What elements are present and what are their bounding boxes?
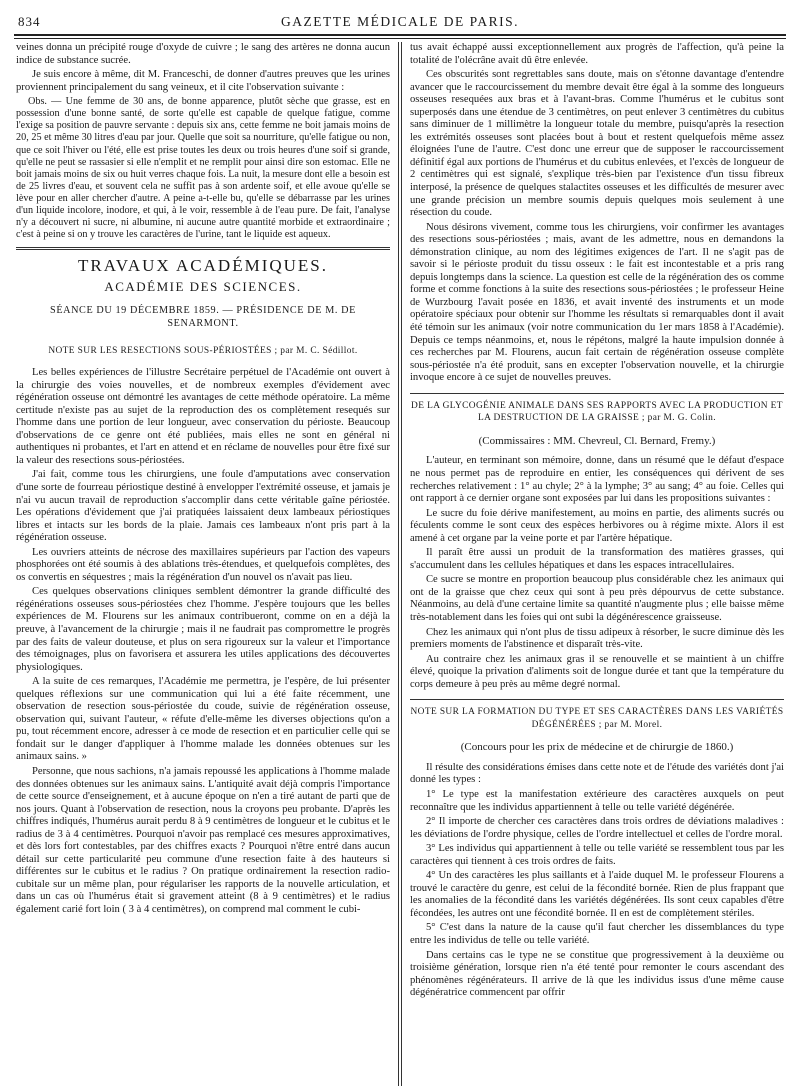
- paragraph: Je suis encore à même, dit M. Franceschi, de donner d'autres preuves que les urines proviennent principalement du sang veineux, et il cite l'observation suivante :: [16, 69, 390, 93]
- right-column: [402, 42, 786, 1086]
- paragraph: Les belles expériences de l'illustre Secrétaire perpétuel de l'Académie ont ouvert à la chirurgie des voies nouvelles, et de nombreux exemples d'évidement avec régénération osseuse ont démontré les avantages de cette méthode opératoire. La même certitude n'existe pas au sujet de la reproduction des os complètement resequés sur l'homme dans une portion de leur longueur, avec conservation du périoste. Beaucoup d'observations de ce genre ont été publiées, mais elles ne sont en général ni authentiques ni probantes, et l'art en attend et en réclame de nouvelles pour être fixé sur la valeur des resections sous-périostées.: [16, 367, 390, 466]
- left-column: [14, 42, 398, 1086]
- concours-line: (Concours pour les prix de médecine et de chirurgie de 1860.): [460, 741, 734, 754]
- newspaper-page: [14, 10, 786, 1086]
- header-rule: [14, 34, 786, 36]
- section-rule: [410, 393, 784, 394]
- paragraph: A la suite de ces remarques, l'Académie me permettra, je l'espère, de lui présenter quelques réflexions sur une communication qui lui a été faite récemment, une observation de resection sous-périostée du coude, suivie de régénération osseuse, observation qui, suivant l'auteur, « réfute d'elle-même les diverses objections qu'on a pu, tout récemment encore, adresser à ce mode de resection et en particulier celle qui se fondait sur le danger d'appliquer à l'homme malade les données obtenues sur les animaux sains. »: [16, 676, 390, 763]
- paragraph: Les ouvriers atteints de nécrose des maxillaires supérieurs par l'action des vapeurs phosphorées ont été soumis à des ablations très-étendues, et quelquefois complètes, des os convertis en séquestres ; mais la régénération d'un nouvel os n'avait pas lieu.: [16, 546, 390, 583]
- paragraph: 3° Les individus qui appartiennent à telle ou telle variété se ressemblent tous par les caractères qui tiennent à ces trois ordres de faits.: [409, 843, 784, 867]
- paragraph: Dans certains cas le type ne se constitue que progressivement à la deuxième ou troisième génération, lorsque rien n'a été tenté pour remonter le cours ascendant des phénomènes régénérateurs. Il arrive de là que les individus issus d'une même cause dégénératrice commencent par offrir: [409, 949, 784, 999]
- paragraph: L'auteur, en terminant son mémoire, donne, dans un résumé que le défaut d'espace ne nous permet pas de reproduire en entier, les conséquences qui dérivent de ses recherches relativement : 1° au chyle; 2° à la lymphe; 3° au sang; 4° au foie. Celles qui ont rapport à ce dernier organe sont exposées par lui dans les propositions suivantes :: [409, 455, 784, 505]
- paragraph: J'ai fait, comme tous les chirurgiens, une foule d'amputations avec conservation d'une sorte de fourreau périostique destiné à envelopper l'extrémité osseuse, et jamais je n'ai vu aucun travail de reproduction s'accomplir dans cette véritable gaîne périostée. Les opérations d'évidement que j'ai pratiquées laissaient deux lambeaux périostiques libres et intacts sur les bords de la plaie. Jamais ces lambeaux n'ont pris part à la régénération osseuse.: [16, 469, 390, 544]
- paragraph: Il paraît être aussi un produit de la transformation des matières grasses, qui s'accumulent dans les cellules hépatiques et dans les espaces intracellulaires.: [409, 547, 784, 571]
- paragraph: 4° Un des caractères les plus saillants et à l'aide duquel M. le professeur Flourens a trouvé le caractère du genre, est celui de la fécondité bornée. Rien de plus frappant que les anomalies de la fécondité dans les variétés dégénérées. Ils sont ceux capables d'être fécondées, les autres ont une fécondité bornée. Il en est de complètement stériles.: [409, 870, 784, 919]
- paragraph: Personne, que nous sachions, n'a jamais repoussé les applications à l'homme malade des données obtenues sur les animaux sains. L'antiquité avait déjà compris l'importance de cette source d'enseignement, et à aucune époque on n'en a tiré autant de parti que de nos jours. Quant à l'observation de resection, nous la croyons peu probante. D'après les chiffres indiqués, l'humérus aurait perdu 8 à 9 centimètres de longueur et le cubitus et le radius de 3 à 4 centimètres. Pourquoi n'avoir pas remplacé ces mesures approximatives, et dès lors fort contestables, par des chiffres exacts ? Pourquoi n'être entré dans aucun détail sur cette particularité peu commune d'une resection faite à des hauteurs si différentes sur le cubitus et le radius ? On pratique ordinairement la resection radio-cubitale sur un même plan, pour régulariser les rapports de la nouvelle articulation, et dans un cas où l'humérus était si gravement atteint (8 à 9 centimètres) et le radius également carié fort loin ( 3 à 4 centimètres), on comprend mal comment le cubi-: [16, 766, 390, 916]
- paragraph: 5° C'est dans la nature de la cause qu'il faut chercher les dissemblances du type entre les individus de telle ou telle variété.: [409, 922, 784, 946]
- commissaires-line: (Commissaires : MM. Chevreul, Cl. Bernard, Fremy.): [478, 434, 716, 447]
- page-number: 834: [18, 14, 41, 29]
- columns: [14, 42, 786, 1086]
- section-rule: [410, 699, 784, 700]
- paragraph: Chez les animaux qui n'ont plus de tissu adipeux à résorber, le sucre diminue dès les premiers moments de l'abstinence et disparaît très-vite.: [409, 626, 784, 651]
- note-title-sedillot: NOTE SUR LES RESECTIONS SOUS-PÉRIOSTÉES ; par M. C. Sédillot.: [48, 345, 358, 356]
- paragraph: Ce sucre se montre en proportion beaucoup plus considérable chez les animaux qui ont de la graisse que chez ceux qui sont à peu près dépourvus de cette substance. Néanmoins, au delà d'une certaine limite sa quantité n'augmente plus ; elle baisse même très-notablement dans les foies qui ont subi la dégénérescence graisseuse.: [409, 574, 784, 623]
- paragraph: Il résulte des considérations émises dans cette note et de l'étude des variétés dont j'ai donné les types :: [409, 761, 784, 786]
- header-rule-thin: [14, 38, 786, 39]
- note-title-colin: DE LA GLYCOGÉNIE ANIMALE DANS SES RAPPORTS AVEC LA PRODUCTION ET LA DESTRUCTION DE LA GRAISSE ; par M. G. Colin.: [411, 400, 783, 424]
- paragraph: 2° Il importe de chercher ces caractères dans trois ordres de déviations maladives : les déviations de l'ordre physique, celles de l'ordre intellectuel et celles de l'ordre moral.: [409, 816, 784, 840]
- note-title-morel: NOTE SUR LA FORMATION DU TYPE ET SES CARACTÈRES DANS LES VARIÉTÉS DÉGÉNÉRÉES ; par M. Morel.: [410, 707, 784, 730]
- section-rule: [16, 247, 390, 250]
- paragraph: Le sucre du foie dérive manifestement, au moins en partie, des aliments sucrés ou féculents comme le sont ceux des espèces herbivores ou à régime mixte. Alors il est amené à cet organe par la veine porte et par l'artère hépatique.: [409, 507, 784, 544]
- session-heading: SÉANCE DU 19 DÉCEMBRE 1859. — PRÉSIDENCE DE M. DE SENARMONT.: [50, 305, 356, 329]
- paragraph: veines donna un précipité rouge d'oxyde de cuivre ; le sang des artères ne donna aucun indice de substance sucrée.: [16, 42, 390, 66]
- observation-text: Obs. — Une femme de 30 ans, de bonne apparence, plutôt sèche que grasse, est en possession d'une bonne santé, de sorte qu'elle est capable de quelque fatigue, comme l'exige sa position de pauvre servante : depuis six ans, cette femme ne boit jamais moins de 20, 25 et même 30 litres d'eau par jour. Quelle que soit sa nourriture, qu'elle fatigue ou non, que ce soit l'hiver ou l'été, elle est prise toutes les deux ou trois heures d'une soif si grande, qu'elle ne peut se rassasier si elle n'emplit et ne remplit pour ainsi dire son estomac. Elle ne boit jamais moins de six ou huit verres chaque fois. La nuit, la mesure dont elle a besoin est de 25 livres d'eau, et souvent cela ne suffit pas à son ardente soif, et elle avoue qu'elle se lève pour en aller chercher d'autre. A peine a-t-elle bu, qu'elle se débarrasse par les urines d'un liquide incolore, inodore, et qui, à le voir, ressemble à de l'eau pure. De fait, l'analyse n'y a découvert ni sucre, ni albumine, ni aucune autre quantité morbide et extraordinaire ; c'est à peine si on y trouve les caractères de l'urine, tant le liquide est aqueux.: [16, 96, 390, 241]
- observation-block: [16, 96, 390, 241]
- journal-title: GAZETTE MÉDICALE DE PARIS.: [281, 14, 519, 29]
- paragraph: Au contraire chez les animaux gras il se renouvelle et se maintient à un chiffre élevé, quoique la privation d'aliments soit de longue durée et tant que la température du corps demeure à peu près au même degré normal.: [409, 653, 784, 690]
- paragraph: Ces quelques observations cliniques semblent démontrer la grande difficulté des régénérations osseuses sous-périostées chez l'homme. J'espère toujours que les belles expériences de M. Flourens sur les animaux contribueront, comme on en a déjà la preuve, à l'avancement de la chirurgie ; mais il ne faudrait pas compromettre le progrès par des faits de valeur douteuse, et plus on sera rigoureux sur la valeur et l'importance des témoignages, plus on favorisera et assurera les utiles applications des découvertes physiologiques.: [16, 586, 390, 673]
- running-head: [14, 10, 786, 32]
- paragraph: Nous désirons vivement, comme tous les chirurgiens, voir confirmer les avantages des resections sous-périostées ; mais, avant de les admettre, nous en demandons la démonstration clinique, au nom des légitimes exigences de l'art. Il ne s'agit pas de savoir si le périoste produit du tissu osseux : le fait est incontestable et a pris rang depuis longtemps dans la science. La question est celle de la régénération des os comme forme et comme fonctions à la suite des resections sous-périostées ; le professeur Heine de Wurzbourg l'avait posée en 1836, et avait inventé des instruments et un mode opératoire spéciaux pour obtenir sur l'homme les résultats si remarquables dont il avait été témoin sur les animaux (voir notre communication du 1er mars 1858 à l'Académie). Depuis ce temps néanmoins, et, nous le répétons, malgré la haute impulsion donnée à ces recherches par M. Flourens, aucun fait certain de régénération osseuse complète sous-périostée n'a été produit, sans en excepter l'observation nouvelle, et la chirurgie invoque encore à ce sujet de nouvelles preuves.: [409, 221, 784, 384]
- paragraph: tus avait échappé aussi exceptionnellement aux progrès de l'affection, qu'à peine la totalité de l'olécrâne avait dû être enlevée.: [409, 42, 784, 66]
- academy-heading: ACADÉMIE DES SCIENCES.: [104, 278, 302, 294]
- paragraph: Ces obscurités sont regrettables sans doute, mais on s'étonne davantage d'entendre avancer que le raccourcissement du membre devait être égal à la somme des longueurs osseuses resequées aux bras et à l'avant-bras. Comme l'humérus et le cubitus sont superposés dans une étendue de 3 centimètres, on peut enlever 3 centimètres du cubitus sans diminuer de 1 millimètre la longueur totale du membre, puisqu'après la resection les extrémités osseuses sont placées bout à bout et restent quelquefois même assez éloignées l'une de l'autre. C'est donc une erreur que de supposer le raccourcissement définitif égal aux portions de l'humérus et du cubitus enlevées, et l'excès de longueur de 2 centimètres qui est signalé, s'explique très-bien par l'existence d'un tissu fibreux interposé, la présence de quelques stalactites osseuses et les difficultés de mesurer avec une grande précision un membre soumis depuis quelques mois seulement à une résection du coude.: [409, 69, 784, 219]
- section-title: TRAVAUX ACADÉMIQUES.: [77, 256, 328, 276]
- paragraph: 1° Le type est la manifestation extérieure des caractères auxquels on peut reconnaître que les individus appartiennent à telle ou telle variété dégénérée.: [409, 788, 784, 813]
